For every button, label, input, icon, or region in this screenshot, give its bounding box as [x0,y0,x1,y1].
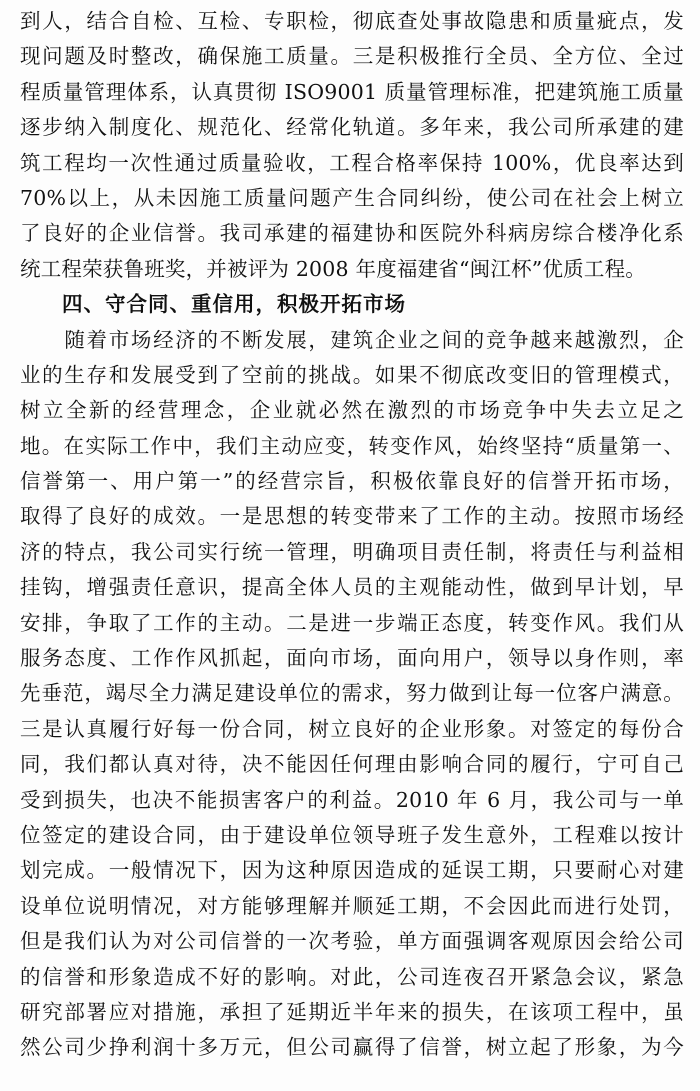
text-line: 研究部署应对措施，承担了延期近半年来的损失，在该项工程中，虽 [20,999,684,1024]
text-line: 服务态度、工作作风抓起，面向市场，面向用户，领导以身作则，率 [20,646,684,671]
section-heading: 四、守合同、重信用，积极开拓市场 [62,292,406,317]
text-line: 了良好的企业信誉。我司承建的福建协和医院外科病房综合楼净化系 [20,221,684,246]
text-line: 挂钩，增强责任意识，提高全体人员的主观能动性，做到早计划，早 [20,575,684,600]
text-line: 程质量管理体系，认真贯彻 ISO9001 质量管理标准，把建筑施工质量 [20,79,684,104]
document-body [20,4,684,1066]
paragraph-quality [20,4,684,287]
text-line: 受到损失，也决不能损害客户的利益。2010 年 6 月，我公司与一单 [20,787,684,812]
text-line: 划完成。一般情况下，因为这种原因造成的延误工期，只要耐心对建 [20,858,684,883]
text-line: 济的特点，我公司实行统一管理，明确项目责任制，将责任与利益相 [20,539,684,564]
text-line: 的信誉和形象造成不好的影响。对此，公司连夜召开紧急会议，紧急 [20,964,684,989]
text-line: 逐步纳入制度化、规范化、经常化轨道。多年来，我公司所承建的建 [20,115,684,140]
text-line: 信誉第一、用户第一”的经营宗旨，积极依靠良好的信誉开拓市场， [20,469,684,494]
text-line: 70%以上，从未因施工质量问题产生合同纠纷，使公司在社会上树立 [20,185,684,210]
text-line: 三是认真履行好每一份合同，树立良好的企业形象。对签定的每份合 [20,716,684,741]
text-line: 现问题及时整改，确保施工质量。三是积极推行全员、全方位、全过 [20,44,684,69]
text-line: 筑工程均一次性通过质量验收，工程合格率保持 100%，优良率达到 [20,150,684,175]
text-line: 但是我们认为对公司信誉的一次考验，单方面强调客观原因会给公司 [20,929,684,954]
text-line: 位签定的建设合同，由于建设单位领导班子发生意外，工程难以按计 [20,822,684,847]
text-line: 然公司少挣利润十多万元，但公司赢得了信誉，树立起了形象，为今 [20,1035,684,1060]
text-line: 到人，结合自检、互检、专职检，彻底查处事故隐患和质量疵点，发 [20,9,684,33]
text-line: 地。在实际工作中，我们主动应变，转变作风，始终坚持“质量第一、 [20,433,684,458]
text-line: 随着市场经济的不断发展，建筑企业之间的竞争越来越激烈，企 [20,327,684,352]
text-line: 统工程荣获鲁班奖，并被评为 2008 年度福建省“闽江杯”优质工程。 [20,256,646,281]
text-line: 树立全新的经营理念，企业就必然在激烈的市场竞争中失去立足之 [20,398,684,423]
text-line: 同，我们都认真对待，决不能因任何理由影响合同的履行，宁可自己 [20,752,684,777]
text-line: 安排，争取了工作的主动。二是进一步端正态度，转变作风。我们从 [20,610,684,635]
text-line: 取得了良好的成效。一是思想的转变带来了工作的主动。按照市场经 [20,504,684,529]
text-line: 业的生存和发展受到了空前的挑战。如果不彻底改变旧的管理模式， [20,362,684,387]
paragraph-market [20,323,684,1066]
text-line: 先垂范，竭尽全力满足建设单位的需求，努力做到让每一位客户满意。 [20,681,684,706]
text-line: 设单位说明情况，对方能够理解并顺延工期，不会因此而进行处罚， [20,893,684,918]
